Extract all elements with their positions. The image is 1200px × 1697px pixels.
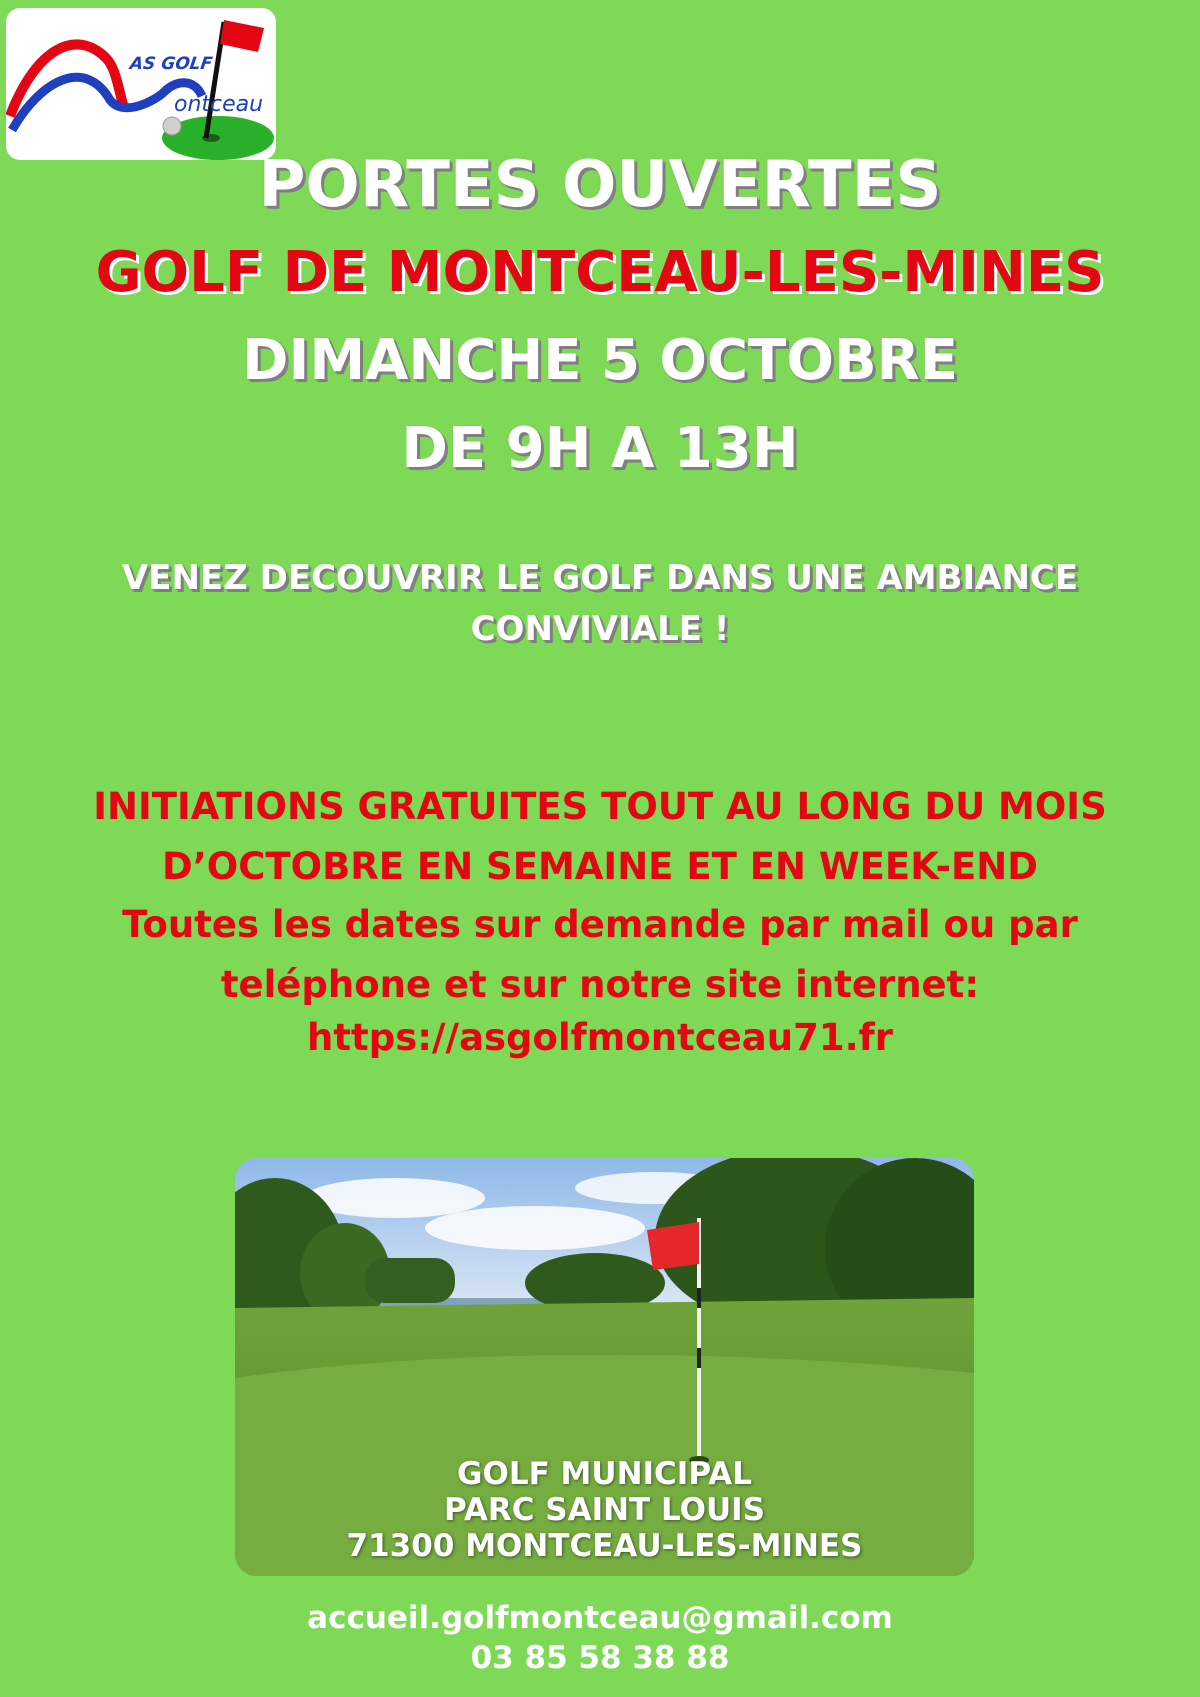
address-line-2: PARC SAINT LOUIS <box>443 1492 766 1528</box>
golf-logo-graphic <box>6 8 276 160</box>
golf-course-photo <box>235 1158 974 1576</box>
headline-portes-ouvertes: PORTES OUVERTES <box>258 148 942 222</box>
info-line-1: Toutes les dates sur demande par mail ou par <box>122 903 1078 946</box>
initiations-line-1: INITIATIONS GRATUITES TOUT AU LONG DU MOIS <box>93 785 1107 828</box>
headline-hours: DE 9H A 13H <box>401 416 799 481</box>
tagline <box>0 553 1200 655</box>
flag-icon <box>647 1222 699 1270</box>
tagline-line-2: CONVIVIALE ! <box>470 609 730 649</box>
address-line-1: GOLF MUNICIPAL <box>457 1456 752 1492</box>
tree-line <box>365 1258 455 1303</box>
ball-icon <box>163 117 181 135</box>
address-line-3: 71300 MONTCEAU-LES-MINES <box>346 1528 863 1564</box>
logo-bottom-text: ontceau <box>174 92 264 117</box>
headline-golf-name: GOLF DE MONTCEAU-LES-MINES <box>95 240 1105 305</box>
website-link[interactable]: https://asgolfmontceau71.fr <box>307 1016 893 1059</box>
info-line-2: teléphone et sur notre site internet: <box>220 963 980 1006</box>
cloud <box>425 1206 645 1250</box>
tagline-line-1: VENEZ DECOUVRIR LE GOLF DANS UNE AMBIANCE <box>121 558 1079 598</box>
headline-date: DIMANCHE 5 OCTOBRE <box>242 328 958 393</box>
contact-phone[interactable]: 03 85 58 38 88 <box>470 1640 730 1676</box>
initiations-line-2: D’OCTOBRE EN SEMAINE ET EN WEEK-END <box>162 845 1038 888</box>
contact-email[interactable]: accueil.golfmontceau@gmail.com <box>307 1600 893 1636</box>
club-logo <box>6 8 276 160</box>
logo-flag-icon <box>220 20 264 52</box>
logo-top-text: AS GOLF <box>128 54 214 74</box>
